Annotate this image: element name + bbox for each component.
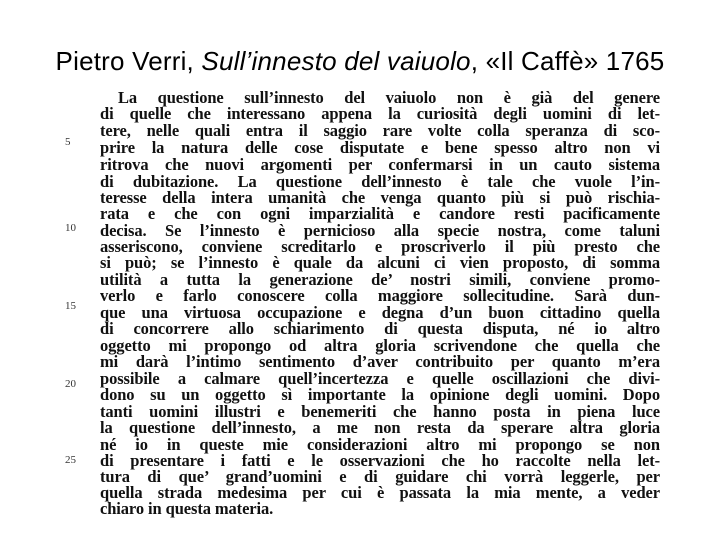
- text-line: di dubitazione. La questione dell’innesto è tale che vuole l’in-: [100, 172, 660, 191]
- text-line: la questione dell’innesto, a me non resta da sperare altra gloria: [100, 418, 660, 437]
- text-line: possibile a calmare quell’incertezza e quelle oscillazioni che divi-: [100, 369, 660, 388]
- text-line: oggetto mi propongo od altra gloria scrivendone che quella che: [100, 336, 660, 355]
- text-line: di quelle che interessano appena la curiosità degli uomini di let-: [100, 104, 660, 123]
- title-author: Pietro Verri,: [55, 46, 202, 76]
- line-number: 20: [65, 378, 76, 390]
- text-line: mi darà l’intimo sentimento d’aver contribuito per quanto m’era: [100, 352, 660, 371]
- text-line: rata e che con ogni imparzialità e candore resti pacificamente: [100, 204, 660, 223]
- text-line: decisa. Se l’innesto è pernicioso alla specie nostra, come taluni: [100, 221, 660, 240]
- text-line: que una virtuosa occupazione e degna d’un buon cittadino quella: [100, 303, 660, 322]
- text-line: chiaro in questa materia.: [100, 499, 274, 518]
- text-line: tura di que’ grand’uomini e di guidare chi vorrà leggerle, per: [100, 467, 660, 486]
- text-line: ritrova che nuovi argomenti per confermarsi in un cauto sistema: [100, 155, 660, 174]
- text-line: prire la natura delle cose disputate e bene spesso altro non vi: [100, 138, 660, 157]
- title-work: Sull’innesto del vaiuolo: [201, 46, 471, 76]
- text-line: si può; se l’innesto è quale da alcuni ci vien proposto, di somma: [100, 253, 660, 272]
- text-line: di concorrere allo schiarimento di questa disputa, né io altro: [100, 319, 660, 338]
- text-line: di presentare i fatti e le osservazioni che ho raccolte nella let-: [100, 451, 660, 470]
- slide-title: [0, 46, 720, 77]
- text-line: tanti uomini illustri e benemeriti che hanno posta in piena luce: [100, 402, 660, 421]
- line-number: 10: [65, 222, 76, 234]
- text-line: verlo e farlo conoscere colla maggiore sollecitudine. Sarà dun-: [100, 286, 660, 305]
- text-line: dono su un oggetto sì importante la opinione degli uomini. Dopo: [100, 385, 660, 404]
- text-line: utilità a tutta la generazione de’ nostri simili, conviene promo-: [100, 270, 660, 289]
- scanned-text-excerpt: [55, 86, 665, 526]
- line-number: 25: [65, 454, 76, 466]
- text-line: asseriscono, conviene screditarlo e proscriverlo il più presto che: [100, 237, 660, 256]
- line-number: 5: [65, 136, 71, 148]
- title-rest: , «Il Caffè» 1765: [470, 46, 665, 76]
- text-line: teresse della intera umanità che venga quanto più si può rischia-: [100, 188, 660, 207]
- text-line: né io in queste mie considerazioni altro mi propongo se non: [100, 435, 660, 454]
- text-line: quella strada medesima per cui è passata la mia mente, a veder: [100, 483, 660, 502]
- line-number: 15: [65, 300, 76, 312]
- text-line: tere, nelle quali entra il saggio rare volte colla speranza di sco-: [100, 121, 660, 140]
- text-line: La questione sull’innesto del vaiuolo non è già del genere: [118, 88, 660, 107]
- line-number-column: [65, 86, 89, 526]
